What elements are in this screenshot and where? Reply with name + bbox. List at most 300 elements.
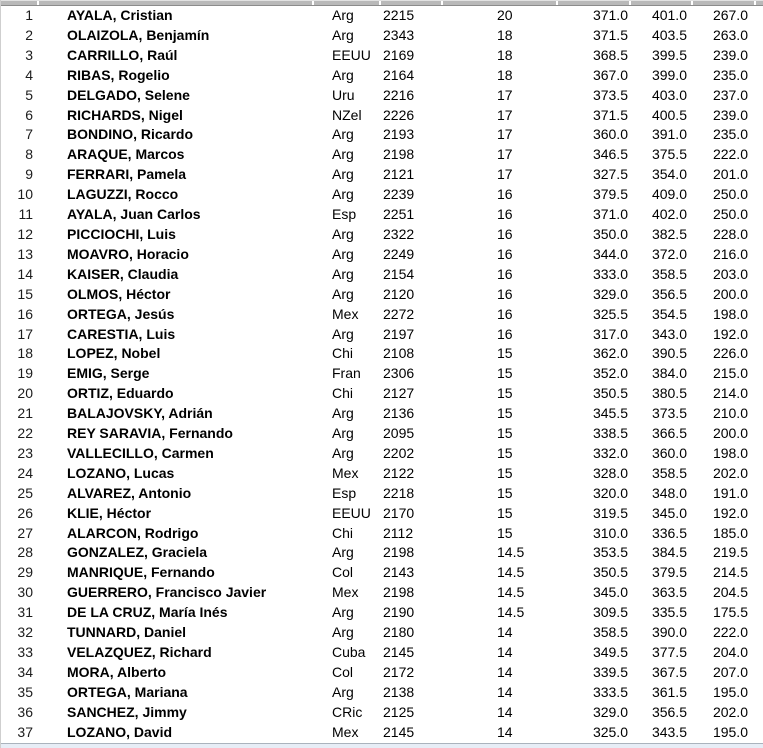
country-cell: Mex bbox=[332, 305, 359, 322]
rank-cell: 14 bbox=[17, 265, 33, 282]
score-b-cell: 399.5 bbox=[651, 46, 687, 63]
score-c-cell: 250.0 bbox=[712, 206, 748, 223]
score-a-cell: 352.0 bbox=[592, 365, 628, 382]
country-cell: Col bbox=[332, 564, 354, 581]
rating-cell: 2145 bbox=[383, 644, 415, 660]
points-cell: 14.5 bbox=[497, 544, 525, 561]
table-row bbox=[0, 583, 763, 603]
country-cell: CRic bbox=[332, 703, 363, 720]
rank-cell: 20 bbox=[17, 385, 33, 402]
player-name-cell: KAISER, Claudia bbox=[67, 265, 179, 282]
country-cell: Arg bbox=[332, 425, 354, 442]
points-cell: 16 bbox=[497, 305, 513, 322]
country-cell: EEUU bbox=[332, 504, 371, 521]
points-cell: 15 bbox=[497, 504, 513, 521]
score-b-cell: 348.0 bbox=[651, 484, 687, 501]
score-b-cell: 401.0 bbox=[651, 7, 687, 23]
player-name-cell: VALLECILLO, Carmen bbox=[67, 444, 214, 461]
score-a-cell: 349.5 bbox=[592, 644, 628, 660]
player-name-cell: ORTEGA, Mariana bbox=[67, 683, 188, 700]
country-cell: Arg bbox=[332, 683, 354, 700]
player-name-cell: ARAQUE, Marcos bbox=[67, 146, 185, 163]
points-cell: 14 bbox=[497, 723, 513, 740]
score-b-cell: 373.5 bbox=[651, 405, 687, 422]
country-cell: Mex bbox=[332, 584, 359, 601]
points-cell: 16 bbox=[497, 245, 513, 262]
table-row bbox=[0, 504, 763, 524]
rating-cell: 2138 bbox=[383, 683, 415, 700]
table-row bbox=[0, 26, 763, 46]
table-row bbox=[0, 404, 763, 424]
score-c-cell: 222.0 bbox=[712, 624, 748, 641]
score-c-cell: 207.0 bbox=[712, 663, 748, 680]
country-cell: Arg bbox=[332, 444, 354, 461]
player-name-cell: ALARCON, Rodrigo bbox=[67, 524, 199, 541]
score-b-cell: 375.5 bbox=[651, 146, 687, 163]
rating-cell: 2121 bbox=[383, 166, 415, 183]
country-cell: Arg bbox=[332, 265, 354, 282]
table-row bbox=[0, 225, 763, 245]
score-a-cell: 309.5 bbox=[592, 604, 628, 621]
rating-cell: 2198 bbox=[383, 146, 415, 163]
points-cell: 14 bbox=[497, 683, 513, 700]
score-a-cell: 379.5 bbox=[592, 186, 628, 203]
country-cell: Chi bbox=[332, 385, 354, 402]
score-c-cell: 239.0 bbox=[712, 106, 748, 123]
points-cell: 18 bbox=[497, 46, 513, 63]
score-c-cell: 195.0 bbox=[712, 683, 748, 700]
table-row bbox=[0, 66, 763, 86]
rank-cell: 21 bbox=[17, 405, 33, 422]
score-a-cell: 346.5 bbox=[592, 146, 628, 163]
rank-cell: 19 bbox=[17, 365, 33, 382]
points-cell: 16 bbox=[497, 206, 513, 223]
rating-cell: 2343 bbox=[383, 26, 415, 43]
table-row bbox=[0, 106, 763, 126]
player-name-cell: LOZANO, Lucas bbox=[67, 464, 175, 481]
score-b-cell: 354.5 bbox=[651, 305, 687, 322]
rank-cell: 16 bbox=[17, 305, 33, 322]
score-b-cell: 402.0 bbox=[651, 206, 687, 223]
points-cell: 14 bbox=[497, 663, 513, 680]
points-cell: 15 bbox=[497, 345, 513, 362]
column-divider bbox=[629, 1, 631, 5]
score-a-cell: 367.0 bbox=[592, 66, 628, 83]
table-row bbox=[0, 543, 763, 563]
rating-cell: 2180 bbox=[383, 624, 415, 641]
table-row bbox=[0, 165, 763, 185]
table-row bbox=[0, 305, 763, 325]
player-name-cell: AYALA, Cristian bbox=[67, 7, 173, 23]
score-b-cell: 343.0 bbox=[651, 325, 687, 342]
score-a-cell: 325.0 bbox=[592, 723, 628, 740]
score-a-cell: 371.5 bbox=[592, 26, 628, 43]
score-a-cell: 350.5 bbox=[592, 385, 628, 402]
table-row bbox=[0, 285, 763, 305]
points-cell: 17 bbox=[497, 166, 513, 183]
rating-cell: 2272 bbox=[383, 305, 415, 322]
score-c-cell: 191.0 bbox=[712, 484, 748, 501]
points-cell: 14.5 bbox=[497, 584, 525, 601]
rating-cell: 2239 bbox=[383, 186, 415, 203]
score-a-cell: 310.0 bbox=[592, 524, 628, 541]
points-cell: 17 bbox=[497, 86, 513, 103]
score-b-cell: 335.5 bbox=[651, 604, 687, 621]
player-name-cell: GONZALEZ, Graciela bbox=[67, 544, 208, 561]
rating-cell: 2215 bbox=[383, 7, 415, 23]
rating-cell: 2120 bbox=[383, 285, 415, 302]
table-row bbox=[0, 723, 763, 743]
score-c-cell: 237.0 bbox=[712, 86, 748, 103]
country-cell: Esp bbox=[332, 484, 357, 501]
rank-cell: 35 bbox=[17, 683, 33, 700]
points-cell: 20 bbox=[497, 7, 513, 23]
rank-cell: 25 bbox=[17, 484, 33, 501]
player-name-cell: BALAJOVSKY, Adrián bbox=[67, 405, 213, 422]
column-divider bbox=[691, 1, 693, 5]
score-c-cell: 198.0 bbox=[712, 444, 748, 461]
score-a-cell: 332.0 bbox=[592, 444, 628, 461]
score-c-cell: 198.0 bbox=[712, 305, 748, 322]
column-divider bbox=[754, 1, 756, 5]
country-cell: Arg bbox=[332, 7, 354, 23]
table-row bbox=[0, 145, 763, 165]
rating-cell: 2306 bbox=[383, 365, 415, 382]
score-c-cell: 192.0 bbox=[712, 504, 748, 521]
rank-cell: 2 bbox=[25, 26, 33, 43]
score-b-cell: 382.5 bbox=[651, 225, 687, 242]
points-cell: 14.5 bbox=[497, 604, 525, 621]
country-cell: Cuba bbox=[332, 644, 366, 660]
points-cell: 16 bbox=[497, 325, 513, 342]
score-b-cell: 399.0 bbox=[651, 66, 687, 83]
country-cell: Arg bbox=[332, 186, 354, 203]
score-a-cell: 344.0 bbox=[592, 245, 628, 262]
score-b-cell: 367.5 bbox=[651, 663, 687, 680]
score-a-cell: 328.0 bbox=[592, 464, 628, 481]
country-cell: Arg bbox=[332, 166, 354, 183]
score-c-cell: 192.0 bbox=[712, 325, 748, 342]
rank-cell: 17 bbox=[17, 325, 33, 342]
points-cell: 15 bbox=[497, 425, 513, 442]
score-c-cell: 216.0 bbox=[712, 245, 748, 262]
rank-cell: 28 bbox=[17, 544, 33, 561]
points-cell: 15 bbox=[497, 464, 513, 481]
points-cell: 14 bbox=[497, 624, 513, 641]
rating-cell: 2170 bbox=[383, 504, 415, 521]
points-cell: 15 bbox=[497, 365, 513, 382]
table-row bbox=[0, 364, 763, 384]
player-name-cell: LAGUZZI, Rocco bbox=[67, 186, 179, 203]
player-name-cell: MORA, Alberto bbox=[67, 663, 167, 680]
table-row bbox=[0, 125, 763, 145]
country-cell: NZel bbox=[332, 106, 362, 123]
player-name-cell: TUNNARD, Daniel bbox=[67, 624, 187, 641]
score-c-cell: 210.0 bbox=[712, 405, 748, 422]
rank-cell: 3 bbox=[25, 46, 33, 63]
table-row bbox=[0, 603, 763, 623]
points-cell: 15 bbox=[497, 385, 513, 402]
table-row bbox=[0, 205, 763, 225]
rating-cell: 2143 bbox=[383, 564, 415, 581]
table-row bbox=[0, 524, 763, 544]
rating-cell: 2145 bbox=[383, 723, 415, 740]
rating-cell: 2198 bbox=[383, 544, 415, 561]
points-cell: 17 bbox=[497, 126, 513, 143]
points-cell: 16 bbox=[497, 225, 513, 242]
rank-cell: 5 bbox=[25, 86, 33, 103]
score-c-cell: 214.0 bbox=[712, 385, 748, 402]
table-row bbox=[0, 623, 763, 643]
rank-cell: 18 bbox=[17, 345, 33, 362]
country-cell: Arg bbox=[332, 245, 354, 262]
score-c-cell: 219.5 bbox=[712, 544, 748, 561]
score-a-cell: 317.0 bbox=[592, 325, 628, 342]
rank-cell: 30 bbox=[17, 584, 33, 601]
points-cell: 15 bbox=[497, 484, 513, 501]
points-cell: 16 bbox=[497, 265, 513, 282]
score-b-cell: 361.5 bbox=[651, 683, 687, 700]
score-b-cell: 343.5 bbox=[651, 723, 687, 740]
player-name-cell: LOZANO, David bbox=[67, 723, 173, 740]
rank-cell: 26 bbox=[17, 504, 33, 521]
score-b-cell: 354.0 bbox=[651, 166, 687, 183]
rating-cell: 2216 bbox=[383, 86, 415, 103]
player-name-cell: RICHARDS, Nigel bbox=[67, 106, 183, 123]
score-c-cell: 263.0 bbox=[712, 26, 748, 43]
score-c-cell: 214.5 bbox=[712, 564, 748, 581]
rank-cell: 31 bbox=[17, 604, 33, 621]
score-a-cell: 371.0 bbox=[592, 206, 628, 223]
player-name-cell: PICCIOCHI, Luis bbox=[67, 225, 176, 242]
rank-cell: 10 bbox=[17, 186, 33, 203]
score-b-cell: 391.0 bbox=[651, 126, 687, 143]
score-c-cell: 202.0 bbox=[712, 464, 748, 481]
player-name-cell: AYALA, Juan Carlos bbox=[67, 206, 201, 223]
country-cell: Arg bbox=[332, 126, 354, 143]
player-name-cell: ORTEGA, Jesús bbox=[67, 305, 175, 322]
score-b-cell: 356.5 bbox=[651, 285, 687, 302]
player-name-cell: DE LA CRUZ, María Inés bbox=[67, 604, 228, 621]
table-row bbox=[0, 344, 763, 364]
player-name-cell: DELGADO, Selene bbox=[67, 86, 190, 103]
points-cell: 16 bbox=[497, 186, 513, 203]
score-a-cell: 368.5 bbox=[592, 46, 628, 63]
score-a-cell: 345.5 bbox=[592, 405, 628, 422]
player-name-cell: MOAVRO, Horacio bbox=[67, 245, 189, 262]
rank-cell: 11 bbox=[18, 206, 33, 223]
rating-cell: 2122 bbox=[383, 464, 415, 481]
country-cell: Esp bbox=[332, 206, 357, 223]
table-row bbox=[0, 643, 763, 663]
rating-cell: 2251 bbox=[383, 206, 415, 223]
score-a-cell: 319.5 bbox=[592, 504, 628, 521]
rating-cell: 2198 bbox=[383, 584, 415, 601]
score-b-cell: 345.0 bbox=[651, 504, 687, 521]
table-row bbox=[0, 46, 763, 66]
score-b-cell: 403.0 bbox=[651, 86, 687, 103]
score-a-cell: 333.5 bbox=[592, 683, 628, 700]
rating-cell: 2218 bbox=[383, 484, 415, 501]
rating-cell: 2193 bbox=[383, 126, 415, 143]
column-divider bbox=[312, 1, 314, 5]
country-cell: Arg bbox=[332, 285, 354, 302]
score-a-cell: 325.5 bbox=[592, 305, 628, 322]
rating-cell: 2164 bbox=[383, 66, 415, 83]
score-b-cell: 403.5 bbox=[651, 26, 687, 43]
rank-cell: 22 bbox=[17, 425, 33, 442]
score-a-cell: 320.0 bbox=[592, 484, 628, 501]
table-row bbox=[0, 185, 763, 205]
rank-cell: 9 bbox=[25, 166, 33, 183]
score-b-cell: 356.5 bbox=[651, 703, 687, 720]
player-name-cell: OLAIZOLA, Benjamín bbox=[67, 26, 210, 43]
rank-cell: 4 bbox=[25, 66, 33, 83]
column-divider bbox=[37, 1, 39, 5]
score-b-cell: 360.0 bbox=[651, 444, 687, 461]
table-row bbox=[0, 563, 763, 583]
player-name-cell: ORTIZ, Eduardo bbox=[67, 385, 174, 402]
score-c-cell: 200.0 bbox=[712, 425, 748, 442]
rank-cell: 7 bbox=[25, 126, 33, 143]
player-name-cell: CARRILLO, Raúl bbox=[67, 46, 178, 63]
score-c-cell: 222.0 bbox=[712, 146, 748, 163]
rank-cell: 33 bbox=[17, 644, 33, 660]
player-name-cell: LOPEZ, Nobel bbox=[67, 345, 161, 362]
points-cell: 17 bbox=[497, 106, 513, 123]
column-divider bbox=[379, 1, 381, 5]
country-cell: Arg bbox=[332, 325, 354, 342]
country-cell: Arg bbox=[332, 624, 354, 641]
rating-cell: 2095 bbox=[383, 425, 415, 442]
score-c-cell: 204.0 bbox=[712, 644, 748, 660]
country-cell: Arg bbox=[332, 604, 354, 621]
score-c-cell: 201.0 bbox=[712, 166, 748, 183]
table-row bbox=[0, 683, 763, 703]
player-name-cell: REY SARAVIA, Fernando bbox=[67, 425, 233, 442]
column-divider bbox=[556, 1, 558, 5]
rank-cell: 15 bbox=[17, 285, 33, 302]
score-c-cell: 226.0 bbox=[712, 345, 748, 362]
points-cell: 15 bbox=[497, 444, 513, 461]
score-b-cell: 384.0 bbox=[651, 365, 687, 382]
rank-cell: 12 bbox=[17, 225, 33, 242]
rating-cell: 2190 bbox=[383, 604, 415, 621]
score-a-cell: 373.5 bbox=[592, 86, 628, 103]
score-c-cell: 235.0 bbox=[712, 66, 748, 83]
score-a-cell: 371.0 bbox=[592, 7, 628, 23]
player-name-cell: BONDINO, Ricardo bbox=[67, 126, 194, 143]
score-c-cell: 203.0 bbox=[712, 265, 748, 282]
rating-cell: 2127 bbox=[383, 385, 415, 402]
rank-cell: 32 bbox=[17, 624, 33, 641]
player-name-cell: CARESTIA, Luis bbox=[67, 325, 176, 342]
score-b-cell: 358.5 bbox=[651, 265, 687, 282]
player-name-cell: MANRIQUE, Fernando bbox=[67, 564, 215, 581]
score-a-cell: 362.0 bbox=[592, 345, 628, 362]
rating-cell: 2108 bbox=[383, 345, 415, 362]
score-c-cell: 250.0 bbox=[712, 186, 748, 203]
rank-cell: 8 bbox=[25, 146, 33, 163]
points-cell: 15 bbox=[497, 405, 513, 422]
rank-cell: 1 bbox=[25, 7, 33, 23]
score-b-cell: 358.5 bbox=[651, 464, 687, 481]
rating-cell: 2322 bbox=[383, 225, 415, 242]
score-a-cell: 350.0 bbox=[592, 225, 628, 242]
rating-cell: 2226 bbox=[383, 106, 415, 123]
table-row bbox=[0, 265, 763, 285]
bottom-edge-strip bbox=[0, 743, 763, 748]
player-name-cell: EMIG, Serge bbox=[67, 365, 150, 382]
player-name-cell: KLIE, Héctor bbox=[67, 504, 152, 521]
score-c-cell: 185.0 bbox=[712, 524, 748, 541]
country-cell: Col bbox=[332, 663, 354, 680]
player-name-cell: RIBAS, Rogelio bbox=[67, 66, 170, 83]
table-row bbox=[0, 384, 763, 404]
rank-cell: 6 bbox=[25, 106, 33, 123]
points-cell: 14 bbox=[497, 703, 513, 720]
table-row bbox=[0, 464, 763, 484]
score-c-cell: 267.0 bbox=[712, 7, 748, 23]
player-name-cell: GUERRERO, Francisco Javier bbox=[67, 584, 267, 601]
points-cell: 18 bbox=[497, 66, 513, 83]
table-row bbox=[0, 663, 763, 683]
score-a-cell: 339.5 bbox=[592, 663, 628, 680]
rank-cell: 34 bbox=[17, 663, 33, 680]
points-cell: 17 bbox=[497, 146, 513, 163]
score-a-cell: 358.5 bbox=[592, 624, 628, 641]
score-b-cell: 380.5 bbox=[651, 385, 687, 402]
points-cell: 16 bbox=[497, 285, 513, 302]
score-b-cell: 366.5 bbox=[651, 425, 687, 442]
country-cell: Chi bbox=[332, 345, 354, 362]
column-divider bbox=[441, 1, 443, 5]
score-a-cell: 371.5 bbox=[592, 106, 628, 123]
score-b-cell: 336.5 bbox=[651, 524, 687, 541]
rating-cell: 2136 bbox=[383, 405, 415, 422]
player-name-cell: OLMOS, Héctor bbox=[67, 285, 171, 302]
rating-cell: 2249 bbox=[383, 245, 415, 262]
table-row bbox=[0, 484, 763, 504]
country-cell: EEUU bbox=[332, 46, 371, 63]
rank-cell: 29 bbox=[17, 564, 33, 581]
score-a-cell: 345.0 bbox=[592, 584, 628, 601]
score-b-cell: 377.5 bbox=[651, 644, 687, 660]
country-cell: Mex bbox=[332, 723, 359, 740]
standings-table bbox=[0, 6, 763, 743]
score-c-cell: 235.0 bbox=[712, 126, 748, 143]
table-row bbox=[0, 424, 763, 444]
points-cell: 14.5 bbox=[497, 564, 525, 581]
country-cell: Chi bbox=[332, 524, 354, 541]
score-b-cell: 384.5 bbox=[651, 544, 687, 561]
country-cell: Arg bbox=[332, 66, 354, 83]
score-c-cell: 175.5 bbox=[712, 604, 748, 621]
score-c-cell: 239.0 bbox=[712, 46, 748, 63]
country-cell: Uru bbox=[332, 86, 355, 103]
rating-cell: 2202 bbox=[383, 444, 415, 461]
rank-cell: 37 bbox=[17, 723, 33, 740]
score-c-cell: 228.0 bbox=[712, 225, 748, 242]
score-a-cell: 360.0 bbox=[592, 126, 628, 143]
score-a-cell: 338.5 bbox=[592, 425, 628, 442]
country-cell: Arg bbox=[332, 544, 354, 561]
score-b-cell: 379.5 bbox=[651, 564, 687, 581]
player-name-cell: SANCHEZ, Jimmy bbox=[67, 703, 187, 720]
rating-cell: 2154 bbox=[383, 265, 415, 282]
rating-cell: 2169 bbox=[383, 46, 415, 63]
points-cell: 15 bbox=[497, 524, 513, 541]
